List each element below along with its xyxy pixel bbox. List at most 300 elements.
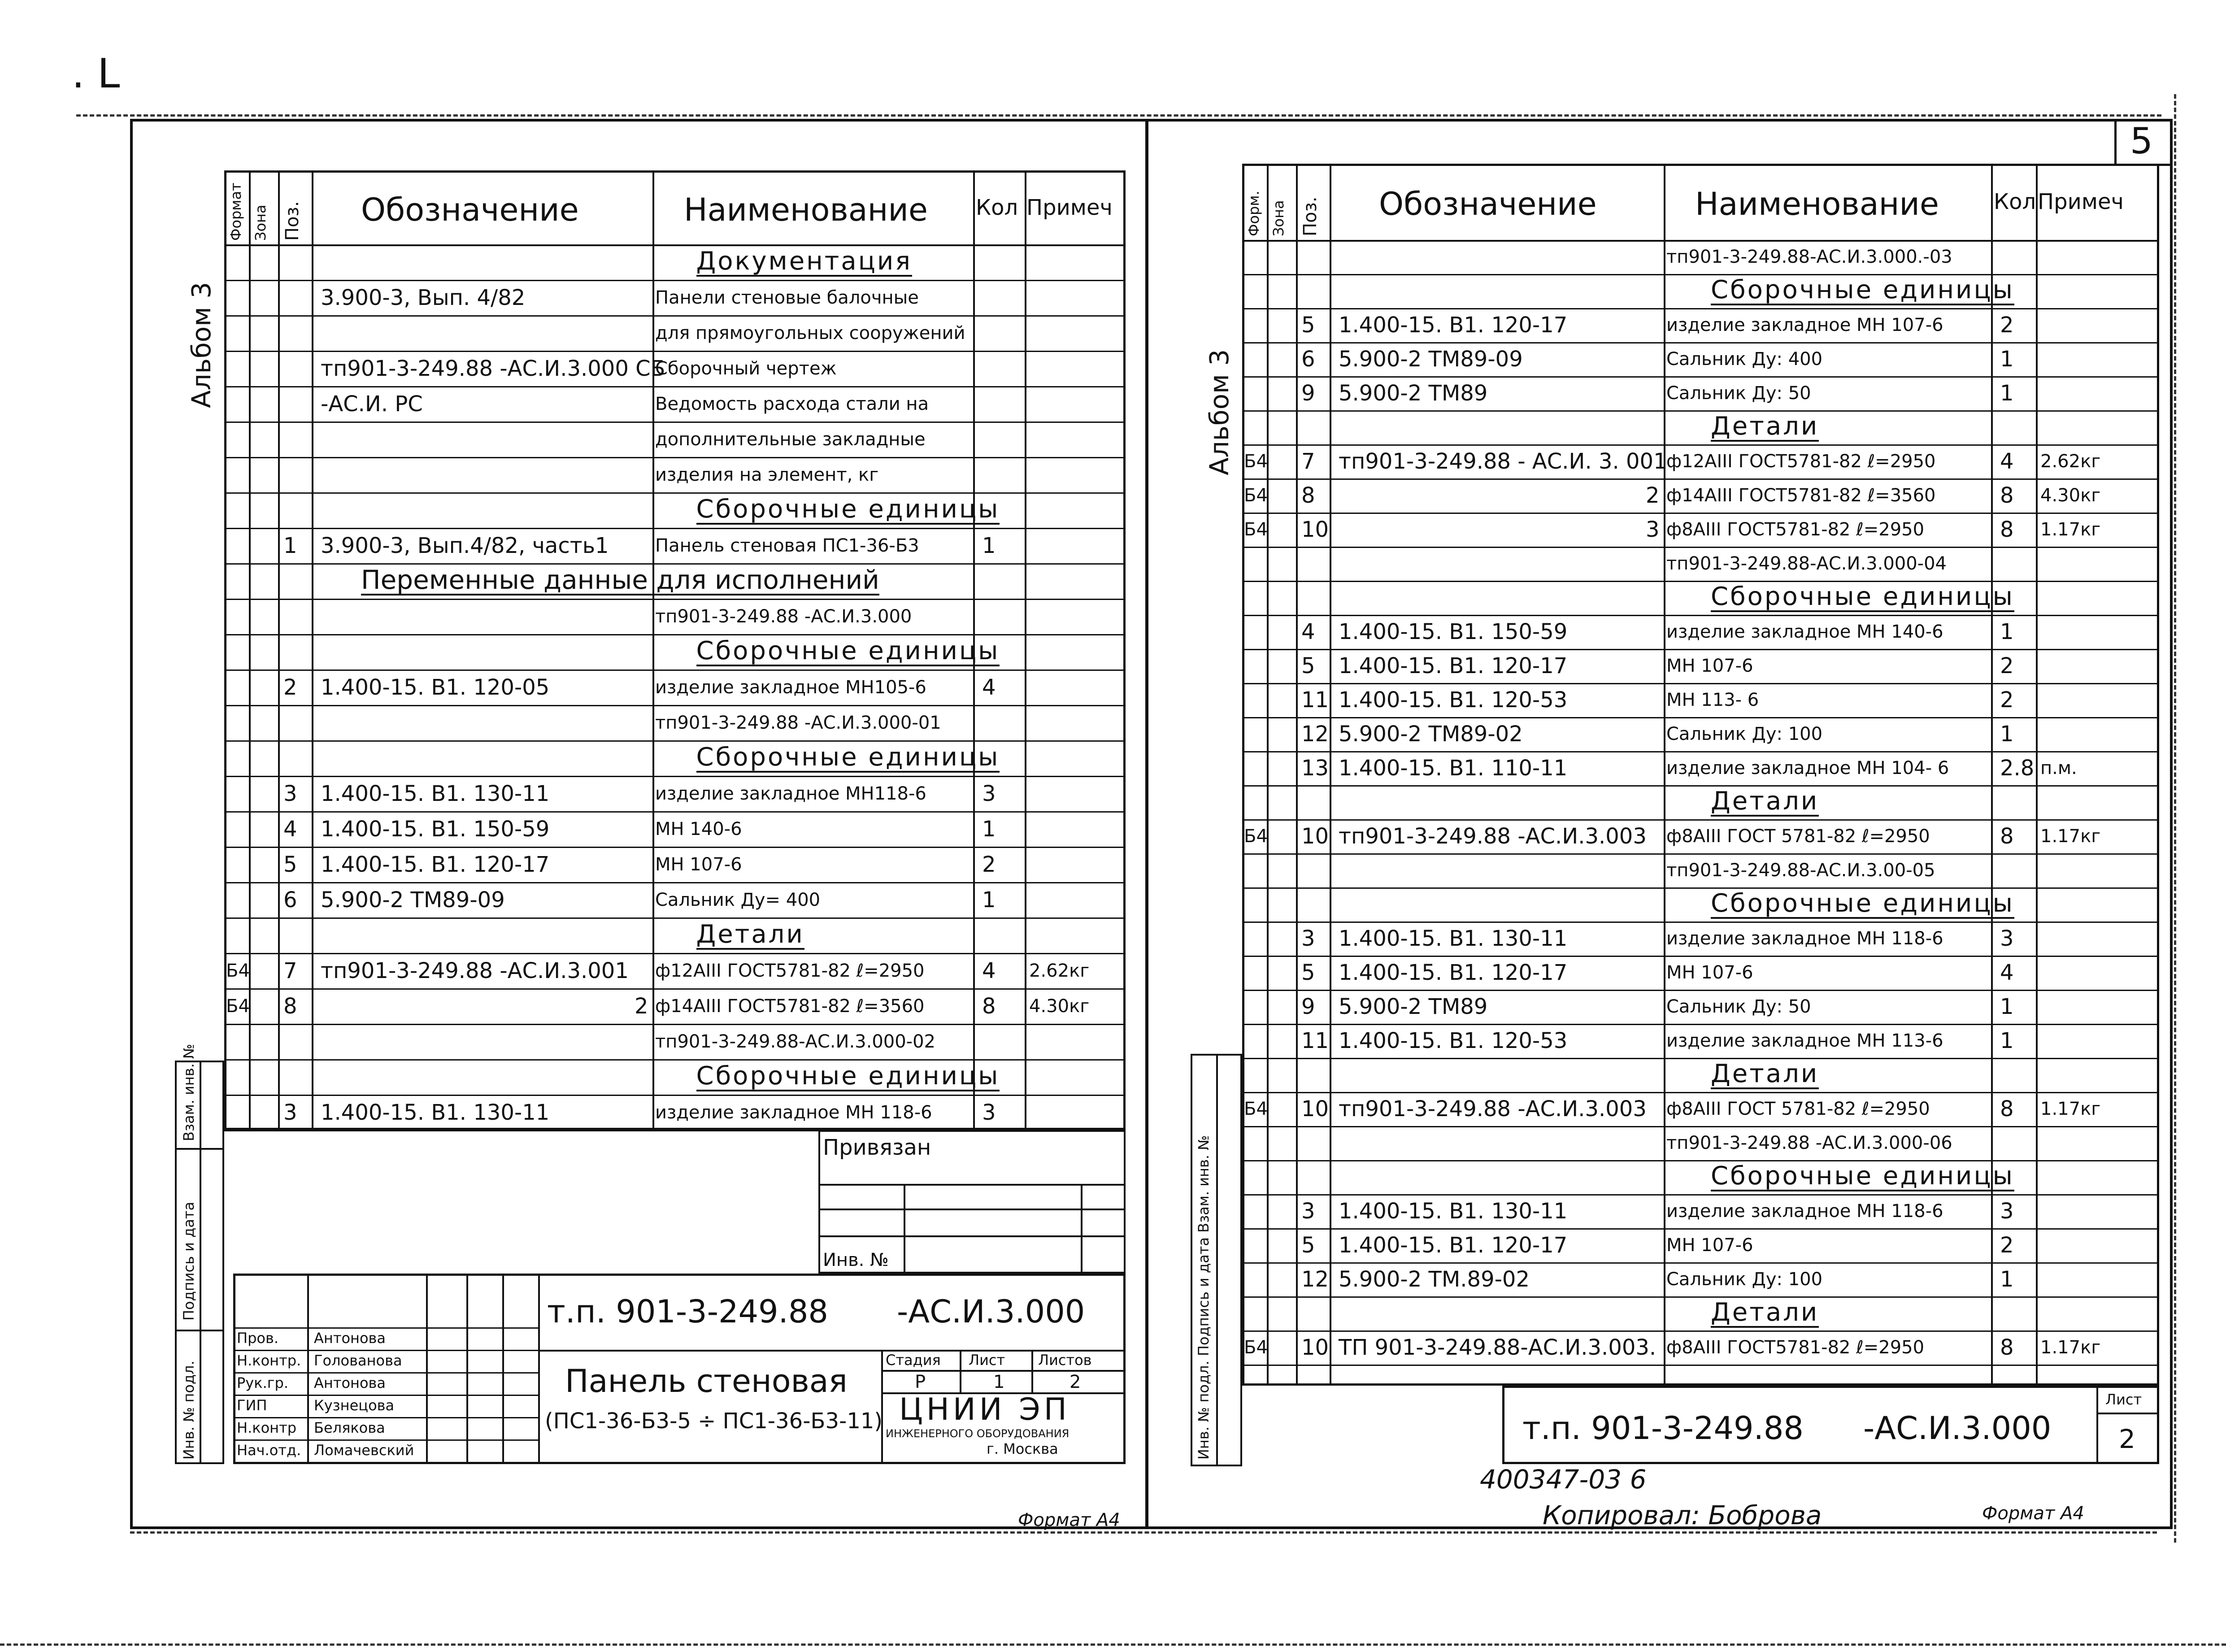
row-divider: [224, 1095, 1126, 1096]
row-note: п.м.: [2040, 758, 2077, 778]
section-heading: Сборочные единицы: [696, 494, 1000, 524]
row-quantity: 3: [2000, 926, 2014, 951]
row-designation: 1.400-15. В1. 110-11: [1339, 756, 1568, 781]
row-position: 7: [283, 958, 297, 983]
org-name: ЦНИИ ЭП: [899, 1392, 1070, 1427]
section-heading: Детали: [1711, 412, 1819, 441]
header-qty: Кол: [976, 195, 1018, 220]
row-divider: [1242, 819, 2159, 821]
corner-mark: . L: [72, 50, 120, 97]
header-divider: [1242, 240, 2159, 242]
row-divider: [224, 776, 1126, 777]
row-divider: [1242, 1262, 2159, 1264]
row-name: ф8АIII ГОСТ 5781-82 ℓ=2950: [1666, 1099, 1930, 1119]
row-designation: тп901-3-249.88 -АС.И.3.000 СБ: [321, 356, 665, 381]
row-divider: [1242, 717, 2159, 718]
row-divider: [1242, 990, 2159, 991]
row-name: изделия на элемент, кг: [655, 464, 879, 485]
row-name: ф8АIII ГОСТ5781-82 ℓ=2950: [1666, 519, 1925, 540]
row-name: ф12АIII ГОСТ5781-82 ℓ=2950: [1666, 451, 1936, 472]
row-quantity: 8: [2000, 483, 2014, 508]
header-pos: Поз.: [1300, 196, 1321, 236]
row-designation: 5.900-2 ТМ89-09: [321, 887, 505, 913]
row-name: тп901-3-249.88-АС.И.3.000.-03: [1666, 247, 1952, 267]
row-divider: [1242, 785, 2159, 787]
row-quantity: 2: [2000, 1233, 2014, 1258]
row-divider: [224, 315, 1126, 317]
signature-column-divider: [307, 1274, 309, 1464]
row-position: 5: [1301, 1233, 1315, 1258]
row-divider: [1242, 956, 2159, 957]
signature-name: Антонова: [314, 1330, 386, 1347]
row-divider: [224, 386, 1126, 387]
row-divider: [1242, 1228, 2159, 1230]
row-format: Б4: [226, 960, 250, 981]
header-zone: Зона: [1270, 200, 1287, 236]
row-divider: [224, 847, 1126, 848]
section-heading: Сборочные единицы: [696, 1061, 1000, 1091]
row-position: 6: [283, 887, 297, 913]
row-name: тп901-3-249.88 -АС.И.3.000-01: [655, 712, 941, 733]
row-position: 3: [283, 781, 297, 806]
section-heading: Детали: [1711, 787, 1819, 816]
header-zone: Зона: [252, 204, 269, 241]
left-stamp-podpis: Подпись и дата: [180, 1201, 197, 1321]
inv-no-label: Инв. №: [823, 1250, 889, 1270]
row-quantity: 1: [2000, 1267, 2014, 1292]
column-divider: [1025, 170, 1026, 1130]
signature-name: Антонова: [314, 1374, 386, 1391]
row-position: 3: [1301, 1199, 1315, 1224]
row-quantity: 4: [2000, 960, 2014, 985]
row-name: МН 107-6: [655, 854, 742, 875]
row-divider: [1242, 615, 2159, 616]
org-subtitle: ИНЖЕНЕРНОГО ОБОРУДОВАНИЯ: [886, 1427, 1070, 1440]
row-quantity: 4: [982, 674, 996, 700]
row-quantity: 4: [2000, 449, 2014, 474]
column-divider: [312, 170, 313, 1130]
row-divider: [1242, 513, 2159, 514]
left-doc-code2: -АС.И.3.000: [897, 1293, 1085, 1330]
header-qty: Кол: [1994, 189, 2036, 214]
row-divider: [1242, 308, 2159, 309]
row-quantity: 1: [2000, 619, 2014, 644]
row-designation: тп901-3-249.88 -АС.И.3.003: [1339, 824, 1647, 849]
row-divider: [224, 953, 1126, 954]
row-divider: [1242, 274, 2159, 275]
row-designation: 1.400-15. В1. 130-11: [1339, 1199, 1568, 1224]
row-quantity: 2: [2000, 653, 2014, 678]
row-divider: [1242, 1296, 2159, 1298]
row-designation: 3.900-3, Вып. 4/82: [321, 285, 526, 310]
left-doc-code: т.п. 901-3-249.88: [547, 1293, 828, 1330]
left-stamp-vzam: Взам. инв. №: [180, 1043, 197, 1141]
header-divider: [224, 244, 1126, 246]
column-divider: [2036, 164, 2038, 1386]
row-divider: [224, 528, 1126, 529]
archive-number: 400347-03 6: [1480, 1464, 1647, 1495]
row-designation: тп901-3-249.88 -АС.И.3.003: [1339, 1096, 1647, 1122]
row-format: Б4: [1244, 826, 1268, 847]
row-position: 10: [1301, 1335, 1329, 1360]
row-divider: [1242, 444, 2159, 446]
row-divider: [1242, 547, 2159, 548]
row-divider: [224, 492, 1126, 494]
row-position: 5: [283, 852, 297, 877]
row-note: 2.62кг: [1029, 960, 1090, 981]
signature-row-divider: [233, 1372, 538, 1374]
bottom-dash-line: [130, 1531, 2157, 1534]
row-name: ф8АIII ГОСТ 5781-82 ℓ=2950: [1666, 826, 1930, 847]
row-designation: 3.900-3, Вып.4/82, часть1: [321, 533, 609, 558]
row-position: 2: [283, 674, 297, 700]
row-divider: [224, 988, 1126, 990]
row-divider: [1242, 683, 2159, 684]
row-divider: [1242, 1058, 2159, 1059]
row-quantity: 3: [982, 1100, 996, 1125]
row-name: изделие закладное МН 140-6: [1666, 622, 1943, 642]
row-designation: тп901-3-249.88 - АС.И. 3. 001: [1339, 449, 1667, 474]
row-quantity: 2: [2000, 313, 2014, 338]
row-quantity: 1: [982, 887, 996, 913]
row-designation: тп901-3-249.88 -АС.И.3.001: [321, 958, 629, 983]
row-quantity: 1: [2000, 381, 2014, 406]
signature-role: Рук.гр.: [237, 1374, 289, 1391]
row-note: 4.30кг: [2040, 485, 2101, 506]
row-position: 5: [1301, 960, 1315, 985]
row-designation: 5.900-2 ТМ89: [1339, 381, 1488, 406]
top-dash-line: [76, 114, 2161, 117]
row-name: МН 113- 6: [1666, 690, 1759, 710]
section-heading: Сборочные единицы: [696, 636, 1000, 665]
row-quantity: 1: [982, 533, 996, 558]
column-divider: [249, 170, 251, 1130]
row-note: 1.17кг: [2040, 1337, 2101, 1358]
row-divider: [1242, 1194, 2159, 1196]
org-city: г. Москва: [987, 1440, 1058, 1457]
row-name: изделие закладное МН 113-6: [1666, 1030, 1943, 1051]
header-format: Формат: [227, 183, 244, 241]
row-quantity: 8: [2000, 517, 2014, 542]
signature-role: Пров.: [237, 1330, 278, 1347]
row-position: 12: [1301, 1267, 1329, 1292]
row-quantity: 1: [2000, 347, 2014, 372]
row-divider: [224, 1024, 1126, 1025]
section-heading: Сборочные единицы: [1711, 889, 2014, 918]
row-quantity: 3: [982, 781, 996, 806]
row-divider: [224, 882, 1126, 883]
row-name: Сальник Ду: 50: [1666, 996, 1811, 1017]
header-designation: Обозначение: [361, 191, 579, 228]
row-designation: ТП 901-3-249.88-АС.И.3.003.: [1339, 1335, 1656, 1360]
row-name: изделие закладное МН118-6: [655, 783, 926, 804]
row-note: 1.17кг: [2040, 519, 2101, 540]
header-note: Примеч: [2038, 189, 2124, 214]
signature-name: Кузнецова: [314, 1397, 395, 1414]
sheets-value: 2: [1070, 1372, 1081, 1392]
row-divider: [224, 811, 1126, 813]
row-divider: [224, 1059, 1126, 1061]
column-divider: [1267, 164, 1269, 1386]
row-divider: [224, 917, 1126, 919]
row-designation: 1.400-15. В1. 120-17: [321, 852, 550, 877]
row-divider: [1242, 1330, 2159, 1332]
row-note: 1.17кг: [2040, 1099, 2101, 1119]
section-heading: Детали: [1711, 1059, 1819, 1088]
row-quantity: 1: [2000, 722, 2014, 747]
right-stamp-text: Инв. № подл. Подпись и дата Взам. инв. №: [1195, 1135, 1212, 1460]
row-note: 1.17кг: [2040, 826, 2101, 847]
row-designation: 1.400-15. В1. 130-11: [321, 781, 550, 806]
row-position: 10: [1301, 517, 1329, 542]
row-designation: 1.400-15. В1. 120-17: [1339, 653, 1568, 678]
row-format: Б4: [1244, 1099, 1268, 1119]
row-name: МН 140-6: [655, 818, 742, 839]
page-number: 5: [2130, 120, 2153, 162]
section-heading: Детали: [1711, 1298, 1819, 1327]
row-divider: [1242, 853, 2159, 855]
header-designation: Обозначение: [1379, 186, 1597, 222]
section-heading: Сборочные единицы: [696, 742, 1000, 772]
row-quantity: 8: [982, 993, 996, 1019]
row-divider: [1242, 410, 2159, 412]
stage-header: Стадия: [886, 1352, 941, 1369]
row-name: тп901-3-249.88-АС.И.3.000-02: [655, 1031, 935, 1052]
row-format: Б4: [226, 996, 250, 1017]
row-designation: 1.400-15. В1. 150-59: [321, 816, 550, 842]
row-divider: [224, 457, 1126, 458]
row-quantity: 3: [2000, 1199, 2014, 1224]
row-quantity: 4: [982, 958, 996, 983]
row-quantity: 8: [2000, 1335, 2014, 1360]
row-designation: 1.400-15. В1. 120-17: [1339, 1233, 1568, 1258]
row-divider: [1242, 342, 2159, 343]
row-divider: [1242, 887, 2159, 889]
signature-row-divider: [233, 1350, 538, 1351]
row-position: 11: [1301, 687, 1329, 713]
signature-role: Н.контр.: [237, 1352, 301, 1369]
row-designation: 1.400-15. В1. 130-11: [321, 1100, 550, 1125]
stage-value: Р: [915, 1372, 926, 1392]
row-divider: [1242, 1365, 2159, 1366]
signature-role: Н.контр: [237, 1419, 297, 1436]
signature-row-divider: [233, 1327, 538, 1329]
variable-data-heading: Переменные данные для исполнений: [361, 564, 879, 595]
row-name: для прямоугольных сооружений: [655, 322, 965, 343]
signature-column-divider: [502, 1274, 504, 1464]
row-divider: [1242, 478, 2159, 480]
header-pos: Поз.: [282, 201, 303, 241]
row-designation: -АС.И. РС: [321, 391, 423, 417]
row-designation: 5.900-2 ТМ89: [1339, 994, 1488, 1019]
row-format: Б4: [1244, 519, 1268, 540]
row-quantity: 8: [2000, 1096, 2014, 1122]
right-format-label: Формат А4: [1982, 1503, 2084, 1524]
row-divider: [224, 740, 1126, 742]
header-note: Примеч: [1026, 195, 1113, 220]
row-format: Б4: [1244, 485, 1268, 506]
signature-column-divider: [466, 1274, 468, 1464]
signature-row-divider: [233, 1439, 538, 1441]
row-name: Сальник Ду: 100: [1666, 1269, 1823, 1290]
right-doc-code: т.п. 901-3-249.88: [1522, 1410, 1804, 1447]
row-designation: 2: [635, 993, 648, 1019]
row-position: 9: [1301, 381, 1315, 406]
signature-row-divider: [233, 1395, 538, 1396]
privyazan-label: Привязан: [823, 1135, 931, 1160]
row-position: 13: [1301, 756, 1329, 781]
header-name: Наименование: [684, 191, 928, 228]
row-position: 8: [283, 993, 297, 1019]
row-name: ф14АIII ГОСТ5781-82 ℓ=3560: [1666, 485, 1936, 506]
row-name: Сборочный чертеж: [655, 358, 837, 379]
row-divider: [224, 351, 1126, 352]
row-format: Б4: [1244, 1337, 1268, 1358]
row-name: тп901-3-249.88 -АС.И.3.000: [655, 606, 912, 627]
row-divider: [1242, 376, 2159, 378]
row-designation: 1.400-15. В1. 120-53: [1339, 1028, 1568, 1053]
row-name: МН 107-6: [1666, 962, 1753, 983]
row-divider: [224, 705, 1126, 706]
row-name: тп901-3-249.88-АС.И.3.000-04: [1666, 553, 1947, 574]
row-divider: [224, 280, 1126, 281]
right-sheet-header: Лист: [2105, 1391, 2142, 1408]
row-divider: [1242, 581, 2159, 582]
sheet-header: Лист: [969, 1352, 1005, 1369]
row-name: Сальник Ду= 400: [655, 889, 821, 910]
section-heading: Сборочные единицы: [1711, 275, 2014, 304]
row-name: изделие закладное МН 107-6: [1666, 315, 1943, 335]
row-quantity: 2.8: [2000, 756, 2035, 781]
row-quantity: 2: [2000, 687, 2014, 713]
row-name: Сальник Ду: 400: [1666, 349, 1823, 370]
row-position: 5: [1301, 653, 1315, 678]
row-name: тп901-3-249.88 -АС.И.3.000-06: [1666, 1133, 1952, 1153]
row-name: ф8АIII ГОСТ5781-82 ℓ=2950: [1666, 1337, 1925, 1358]
row-designation: 5.900-2 ТМ89-09: [1339, 347, 1523, 372]
row-designation: 1.400-15. В1. 120-53: [1339, 687, 1568, 713]
signature-column-divider: [538, 1274, 540, 1464]
signature-name: Ломачевский: [314, 1442, 414, 1459]
section-heading: Сборочные единицы: [1711, 582, 2014, 611]
signature-role: ГИП: [237, 1397, 267, 1414]
left-album-label: Альбом 3: [186, 282, 217, 408]
right-dash-line: [2174, 94, 2176, 1543]
sheet-value: 1: [993, 1372, 1005, 1392]
row-position: 4: [1301, 619, 1315, 644]
row-format: Б4: [1244, 451, 1268, 472]
row-divider: [1242, 1126, 2159, 1127]
page-edge-line: [0, 1643, 2226, 1646]
signature-name: Белякова: [314, 1419, 385, 1436]
left-format-label: Формат А4: [1018, 1510, 1120, 1530]
left-panel-subtitle: (ПС1-36-Б3-5 ÷ ПС1-36-Б3-11): [545, 1409, 883, 1434]
sheets-header: Листов: [1038, 1352, 1092, 1369]
row-position: 8: [1301, 483, 1315, 508]
row-name: Панель стеновая ПС1-36-Б3: [655, 535, 919, 556]
section-heading: Детали: [696, 919, 804, 949]
row-quantity: 8: [2000, 824, 2014, 849]
row-name: ф12АIII ГОСТ5781-82 ℓ=2950: [655, 960, 925, 981]
header-format: Форм.: [1245, 191, 1262, 236]
row-name: Ведомость расхода стали на: [655, 393, 929, 414]
row-name: дополнительные закладные: [655, 429, 926, 450]
header-name: Наименование: [1695, 186, 1939, 222]
row-position: 1: [283, 533, 297, 558]
row-name: МН 107-6: [1666, 1235, 1753, 1256]
row-name: тп901-3-249.88-АС.И.3.00-05: [1666, 860, 1935, 881]
column-divider: [1664, 164, 1665, 1386]
row-name: ф14АIII ГОСТ5781-82 ℓ=3560: [655, 996, 925, 1017]
signature-row-divider: [233, 1417, 538, 1418]
row-designation: 5.900-2 ТМ.89-02: [1339, 1267, 1530, 1292]
row-designation: 5.900-2 ТМ89-02: [1339, 722, 1523, 747]
right-sheet-value: 2: [2119, 1424, 2135, 1454]
signature-column-divider: [426, 1274, 428, 1464]
row-position: 6: [1301, 347, 1315, 372]
column-divider: [1330, 164, 1331, 1386]
row-position: 9: [1301, 994, 1315, 1019]
row-divider: [224, 599, 1126, 600]
row-position: 3: [1301, 926, 1315, 951]
row-name: изделие закладное МН105-6: [655, 677, 926, 698]
row-name: Сальник Ду: 50: [1666, 383, 1811, 404]
row-designation: 2: [1646, 483, 1660, 508]
row-designation: 1.400-15. В1. 130-11: [1339, 926, 1568, 951]
row-divider: [1242, 751, 2159, 752]
row-position: 7: [1301, 449, 1315, 474]
row-quantity: 1: [2000, 994, 2014, 1019]
row-note: 4.30кг: [1029, 996, 1090, 1017]
row-divider: [224, 669, 1126, 671]
row-divider: [224, 634, 1126, 635]
column-divider: [1296, 164, 1298, 1386]
section-heading: Сборочные единицы: [1711, 1161, 2014, 1191]
row-position: 12: [1301, 722, 1329, 747]
row-divider: [1242, 922, 2159, 923]
row-divider: [1242, 1092, 2159, 1093]
row-designation: 1.400-15. В1. 120-05: [321, 674, 550, 700]
row-divider: [1242, 649, 2159, 650]
column-divider: [1991, 164, 1993, 1386]
left-panel-title: Панель стеновая: [565, 1363, 848, 1400]
right-album-label: Альбом 3: [1204, 349, 1235, 475]
row-position: 11: [1301, 1028, 1329, 1053]
row-quantity: 1: [2000, 1028, 2014, 1053]
row-designation: 1.400-15. В1. 120-17: [1339, 313, 1568, 338]
right-doc-code2: -АС.И.3.000: [1863, 1410, 2052, 1447]
row-designation: 1.400-15. В1. 120-17: [1339, 960, 1568, 985]
row-name: Сальник Ду: 100: [1666, 724, 1823, 744]
section-heading: Документация: [696, 246, 912, 276]
row-designation: 1.400-15. В1. 150-59: [1339, 619, 1568, 644]
row-designation: 3: [1646, 517, 1660, 542]
row-position: 3: [283, 1100, 297, 1125]
signature-name: Голованова: [314, 1352, 402, 1369]
row-note: 2.62кг: [2040, 451, 2101, 472]
row-name: изделие закладное МН 118-6: [1666, 928, 1943, 949]
row-divider: [1242, 1024, 2159, 1025]
copied-by: Копировал: Боброва: [1543, 1500, 1822, 1530]
left-stamp-inv: Инв. № подл.: [180, 1361, 197, 1460]
row-name: изделие закладное МН 118-6: [655, 1102, 932, 1123]
row-divider: [1242, 1160, 2159, 1161]
column-divider: [652, 170, 654, 1130]
row-name: Панели стеновые балочные: [655, 287, 919, 308]
row-name: изделие закладное МН 118-6: [1666, 1201, 1943, 1222]
row-position: 10: [1301, 1096, 1329, 1122]
row-quantity: 1: [982, 816, 996, 842]
